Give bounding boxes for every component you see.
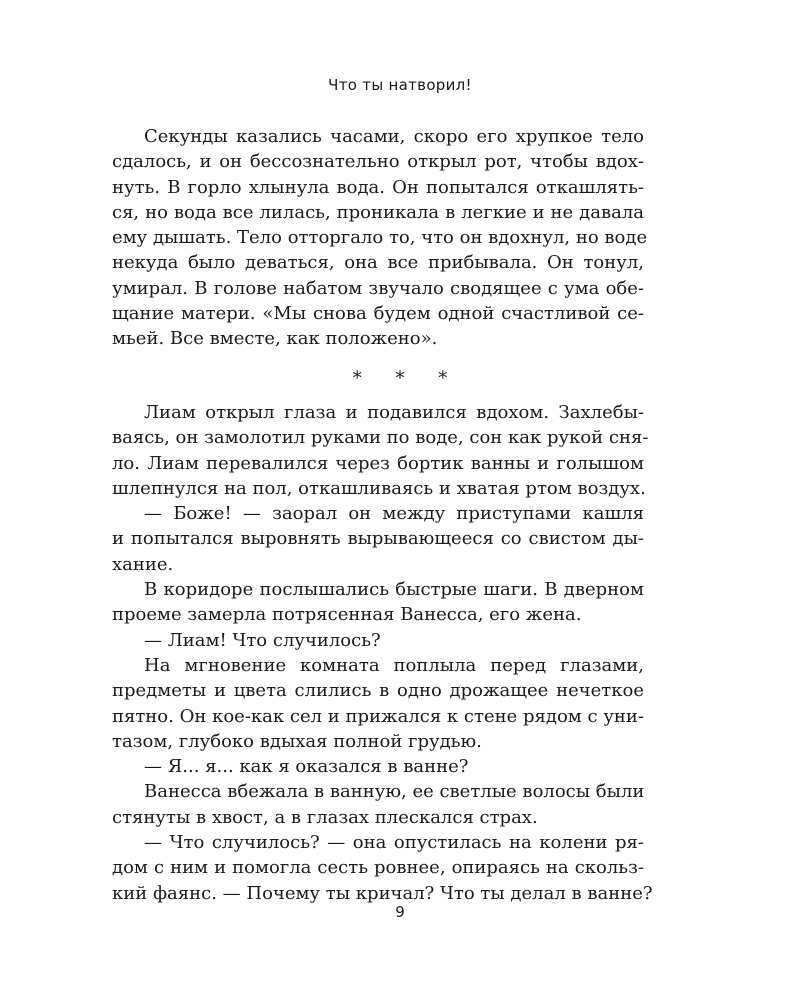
paragraph-drowning [112,124,648,352]
dialogue-line: — Боже! — заорал он между приступами кашля [144,503,644,525]
text-line: Лиам открыл глаза и подавился вдохом. Захлебы- [144,402,644,423]
text-line: ему дышать. Тело отторгало то, что он вдохнул, но воде [112,227,648,249]
text-line: кий фаянс. — Почему ты кричал? Что ты делал в ванне? [112,882,653,904]
text-line: дом с ним и помогла сесть ровнее, опираясь на скольз- [112,857,644,879]
text-line: щание матери. «Мы снова будем одной счастливой се- [112,303,644,325]
text-line: шлепнулся на пол, откашливаясь и хватая ртом воздух. [112,477,646,499]
text-line: нуть. В горло хлынула вода. Он попытался откашлять- [112,176,644,198]
text-line: проеме замерла потрясенная Ванесса, его жена. [112,604,582,626]
text-line: В коридоре послышались быстрые шаги. В дверном [144,579,644,601]
dialogue-line: — Что случилось? — она опустилась на колени ря- [144,832,644,854]
text-line: тазом, глубоко вдыхая полной грудью. [112,730,482,752]
dialogue-line: — Я... я... как я оказался в ванне? [144,756,469,778]
text-line: Секунды казались часами, скоро его хрупкое тело [144,126,644,147]
text-line: и попытался выровнять вырывающееся со свистом ды- [112,528,644,550]
text-line: хание. [112,553,174,575]
text-line: сдалось, и он бессознательно открыл рот, чтобы вдох- [112,151,644,173]
text-line: ся, но вода все лилась, проникала в легкие и не давала [112,201,644,223]
text-line: ло. Лиам перевалился через бортик ванны и голышом [112,452,644,474]
text-line: стянуты в хвост, а в глазах плескался страх. [112,806,538,828]
dialogue-line: — Лиам! Что случилось? [144,629,381,651]
text-line: умирал. В голове набатом звучало сводящее с ума обе- [112,277,644,299]
text-line: мьей. Все вместе, как положено». [112,328,438,350]
text-line: предметы и цвета слились в одно дрожащее нечеткое [112,680,644,702]
scene-awakening [112,400,653,906]
section-separator: * * * [352,368,462,389]
page-number: 9 [395,903,405,921]
text-line: На мгновение комната поплыла перед глазами, [144,654,644,676]
text-line: Ванесса вбежала в ванную, ее светлые волосы были [144,781,645,803]
text-line: пятно. Он кое-как сел и прижался к стене рядом с уни- [112,705,644,727]
text-line: некуда было деваться, она все прибывала. Он тонул, [112,252,644,274]
running-title: Что ты натворил! [328,76,472,94]
text-line: ваясь, он замолотил руками по воде, сон как рукой сня- [112,427,649,449]
